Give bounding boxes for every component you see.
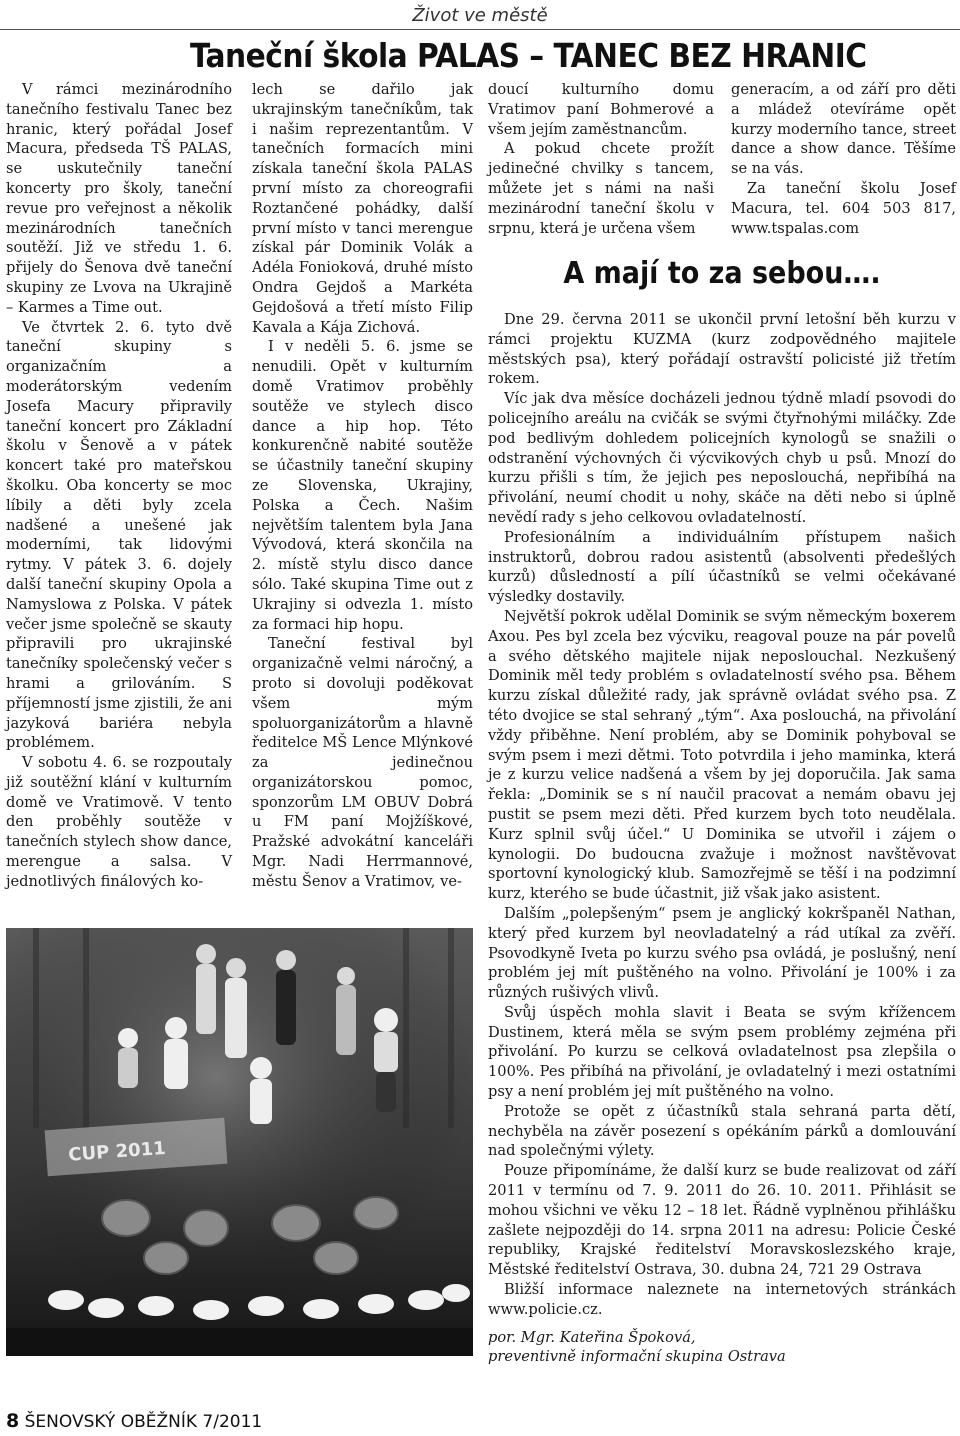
article1-column-2 xyxy=(252,80,473,892)
article2-paragraph: Svůj úspěch mohla slavit i Beata se svým křížencem Dustinem, která měla se svým psem problémy zejména při přivolání. Po kurzu se celková ovladatelnost psa zlepšila o 100%. Pes přibíhá na přivolání, je ovladatelný i mezi ostatními psy a není problém jej mít puštěného na volno. xyxy=(488,1003,956,1101)
article1-column-3 xyxy=(488,80,714,238)
article1-contact: Za taneční školu Josef Macura, tel. 604 503 817, www.tspalas.com xyxy=(731,179,956,237)
article2-paragraph: Největší pokrok udělal Dominik se svým německým boxerem Axou. Pes byl zcela bez výcviku, reagoval pouze na pár povelů a svého dětského majitele nijak neposlouchal. Nezkušený Dominik měl tedy problém s ovladatelností svého psa. Během kurzu získal důležité rady, jak správně ovládat svého psa. Z této dvojice se stal sehraný „tým“. Axa poslouchá, na přivolání vždy přiběhne. Není problém, aby se Dominik pohyboval se svým psem i mezi dětmi. Toto potvrdila i jeho maminka, která je z kurzu velice nadšená a všem by jej doporučila. Jak sama řekla: „Dominik se s ní naučil pracovat a nemám obavu jej pustit se psem mezi děti. Před kurzem bych toto neudělala. Kurz splnil svůj účel.“ U Dominika se utvořil i zájem o kynologii. Do budoucna zvažuje i možnost navštěvovat sportovní kynologický klub. Samozřejmě se těší i na podzimní kurz, kterého se bude účastnit, již však jako asistent. xyxy=(488,607,956,903)
author-name: por. Mgr. Kateřina Špoková, xyxy=(488,1328,696,1346)
article2-paragraph: Víc jak dva měsíce docházeli jednou týdně mladí psovodi do policejního areálu na cvičák se svými čtyřnohými miláčky. Zde pod bedlivým dohledem policejních kynologů se snažili o odstranění výchovných či výcvikových chyb u psů. Mnozí do kurzu přišli s tím, že jejich pes neposlouchá, nepřibíhá na přivolání, neumí chodit u nohy, skáče na děti nebo si úplně nevědí rady s jeho celkovou ovladatelností. xyxy=(488,390,956,526)
article2-title: A mají to za sebou…. xyxy=(563,256,881,291)
article1-paragraph: A pokud chcete prožít jedinečné chvilky s tancem, můžete jet s námi na naši mezinárodní taneční školu v srpnu, která je určena všem xyxy=(488,140,714,237)
page-number: 8 xyxy=(6,1410,20,1432)
article1-paragraph: V sobotu 4. 6. se rozpoutaly již soutěžní klání v kulturním domě ve Vratimově. V tento den proběhly soutěže v tanečních stylech show dance, merengue a salsa. V jednotlivých finálových ko- xyxy=(6,754,232,890)
article1-paragraph: V rámci mezinárodního tanečního festivalu Tanec bez hranic, který pořádal Josef Macura, předseda TŠ PALAS, se uskutečnily taneční koncerty pro školy, taneční revue pro veřejnost a několik mezinárodních tanečních soutěží. Již ve středu 1. 6. přijely do Šenova dvě taneční skupiny ze Lvova na Ukrajině – Karmes a Time out. xyxy=(6,81,232,316)
article2-paragraph: Pouze připomínáme, že další kurz se bude realizovat od září 2011 v termínu od 7. 9. 2011 do 26. 10. 2011. Přihlásit se mohou všichni ve věku 12 – 18 let. Řádně vyplněnou přihlášku zašlete nejpozději do 14. srpna 2011 na adresu: Policie České republiky, Krajské ředitelství Moravskoslezského kraje, Městské ředitelství Ostrava, 30. dubna 24, 721 29 Ostrava xyxy=(488,1162,956,1279)
article2-body xyxy=(488,310,956,1367)
article1-paragraph: lech se dařilo jak ukrajinským tanečníkům, tak i našim reprezentantům. V tanečních formacích mini získala taneční škola PALAS první místo za choreografii Roztančené pohádky, další první místo v tanci merengue získal pár Dominik Volák a Adéla Fonioková, druhé místo Ondra Gejdoš a Markéta Gejdošová a třetí místo Filip Kavala a Kája Zichová. xyxy=(252,81,473,336)
article2-paragraph: Bližší informace naleznete na internetových stránkách www.policie.cz. xyxy=(488,1281,956,1318)
article1-paragraph: Taneční festival byl organizačně velmi náročný, a proto si dovoluji poděkovat všem mým spoluorganizátorům a hlavně ředitelce MŠ Lence Mlýnkové za jedinečnou organizátorskou pomoc, sponzorům LM OBUV Dobrá u FM paní Mojžíškové, Pražské advokátní kanceláři Mgr. Nadi Herrmannové, městu Šenov a Vratimov, ve- xyxy=(252,635,473,890)
banner-text: CUP 2011 xyxy=(67,1137,167,1166)
page-footer xyxy=(6,1410,262,1432)
article1-paragraph: generacím, a od září pro děti a mládež otevíráme opět kurzy moderního tance, street dance a show dance. Těšíme se na vás. xyxy=(731,81,956,178)
article1-paragraph: doucí kulturního domu Vratimov paní Bohmerové a všem jejím zaměstnancům. xyxy=(488,81,714,138)
dance-photo xyxy=(6,928,473,1356)
article2-paragraph: Dne 29. června 2011 se ukončil první letošní běh kurzu v rámci projektu KUZMA (kurz zodpovědného majitele městských psa), který pořádají ostravští policisté již třetím rokem. xyxy=(488,311,956,388)
section-label: Život ve městě xyxy=(412,5,548,26)
article1-column-4 xyxy=(731,80,956,238)
publication-name: ŠENOVSKÝ OBĚŽNÍK 7/2011 xyxy=(24,1412,263,1432)
article2-paragraph: Dalším „polepšeným“ psem je anglický kokršpaněl Nathan, který před kurzem byl neovladatelný a rád utíkal za zvěří. Psovodkyně Iveta po kurzu svého psa ovládá, je poslušný, není problém jej mít puštěného na volno. Přivolání je 100% i za různých rušivých vlivů. xyxy=(488,904,956,1002)
article-title: Taneční škola PALAS – TANEC BEZ HRANIC xyxy=(190,36,867,75)
article1-paragraph: Ve čtvrtek 2. 6. tyto dvě taneční skupiny s organizačním a moderátorským vedením Josefa Macury připravily taneční koncert pro Základní školu v Šenově a v pátek koncert také pro mateřskou školku. Oba koncerty se moc líbily a děti byly zcela nadšené a unešené jak moderními, tak lidovými rytmy. V pátek 3. 6. dojely další taneční skupiny Opola a Namyslowa z Polska. V pátek večer jsme společně se skauty připravili pro ukrajinské tanečníky společenský večer s hrami a grilováním. S příjemností jsme zjistili, že ani jazyková bariéra nebyla problémem. xyxy=(6,318,232,752)
article1-column-1 xyxy=(6,80,232,892)
top-rule xyxy=(0,29,960,30)
article1-paragraph: I v neděli 5. 6. jsme se nenudili. Opět v kulturním domě Vratimov proběhly soutěže ve stylech disco dance a hip hop. Této konkurenčně nabité soutěže se účastnily taneční skupiny ze Slovenska, Ukrajiny, Polska a Čech. Našim největším talentem byla Jana Vývodová, která skončila na 2. místě stylu disco dance sólo. Také skupina Time out z Ukrajiny si odvezla 1. místo za formaci hip hopu. xyxy=(252,338,473,633)
article2-paragraph: Protože se opět z účastníků stala sehraná parta dětí, nechyběla na závěr posezení s opékáním párků a domlouvání nad společnými výlety. xyxy=(488,1102,956,1160)
author-affiliation: preventivně informační skupina Ostrava xyxy=(488,1348,786,1366)
article2-paragraph: Profesionálním a individuálním přístupem našich instruktorů, dobrou radou asistentů (absolventi předešlých kurzů) důsledností a pílí účastníků se velmi očekávané výsledky dostavily. xyxy=(488,528,956,606)
dance-photo-image xyxy=(6,928,473,1356)
